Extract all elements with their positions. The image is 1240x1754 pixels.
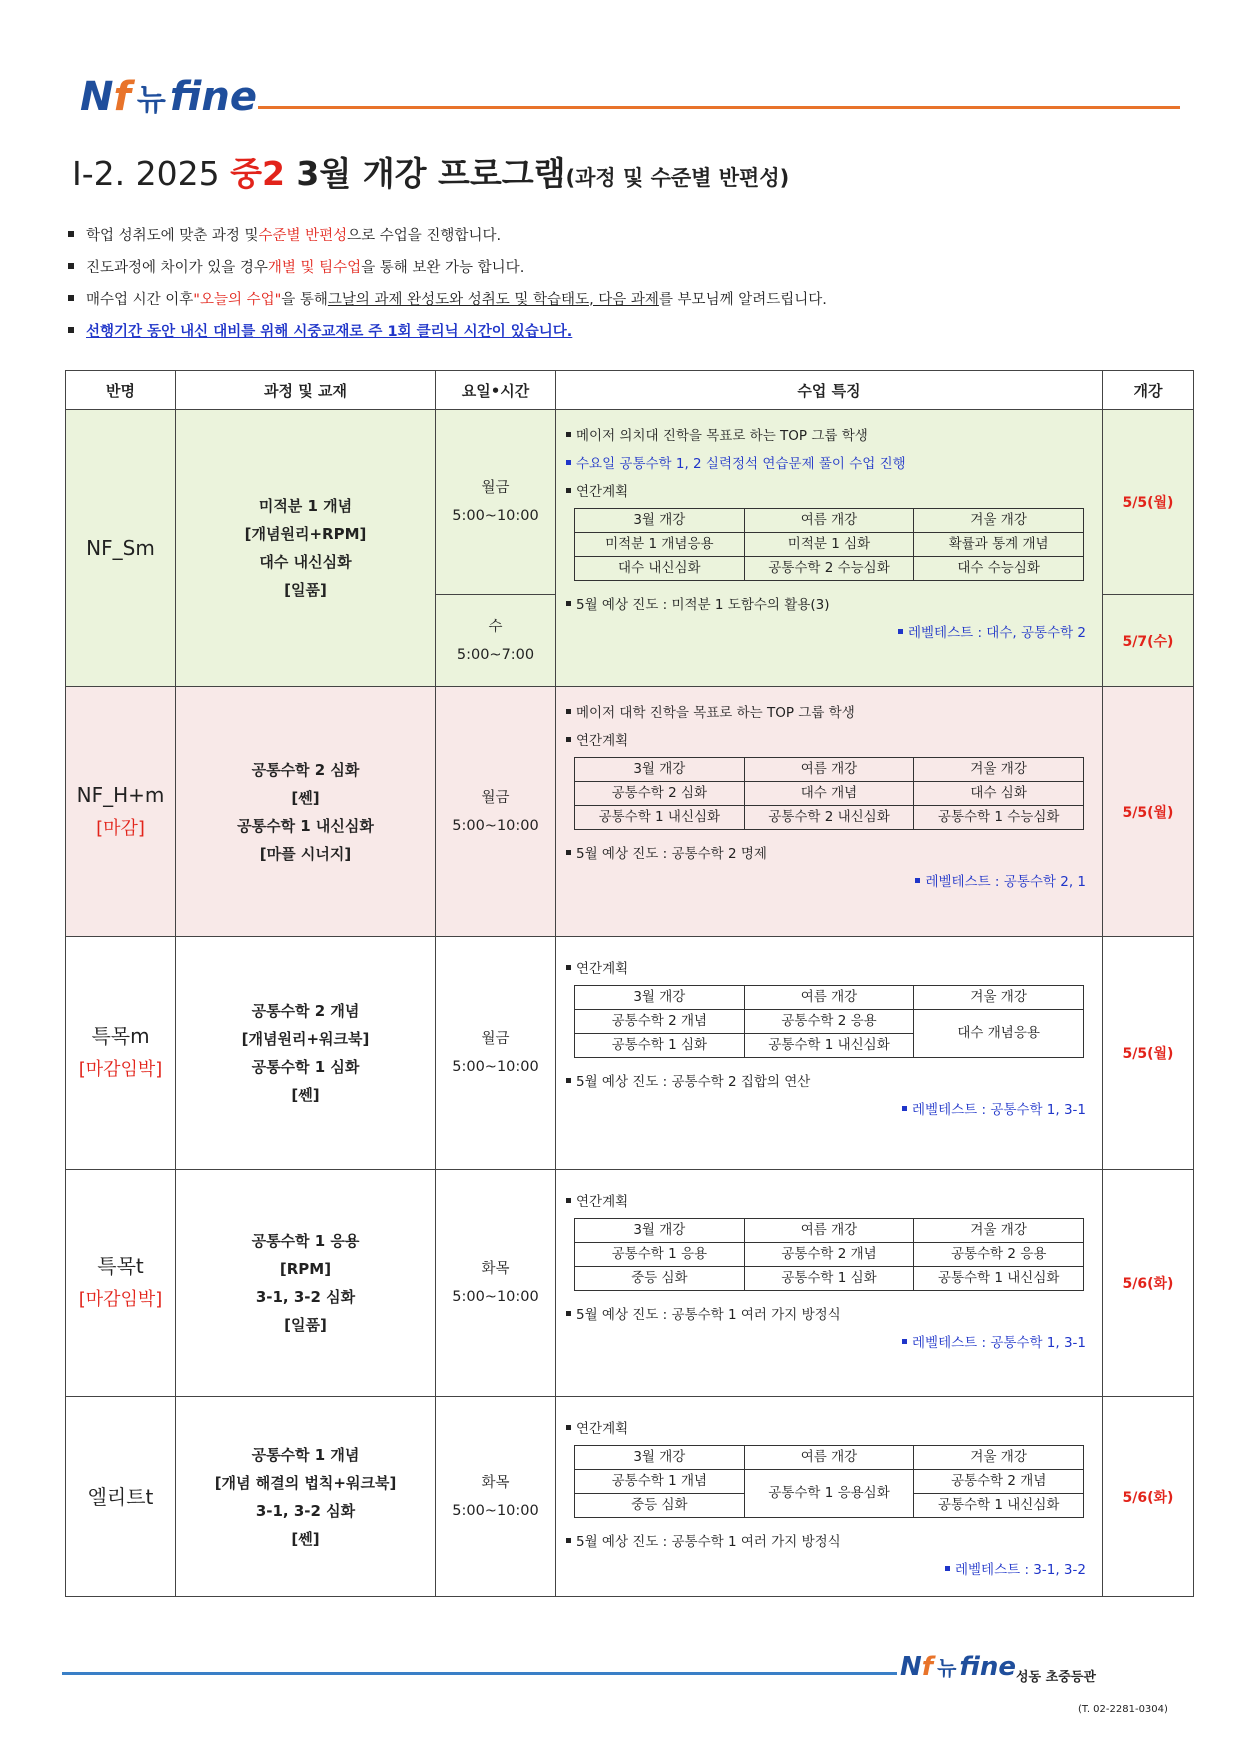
level-test-note: 레벨테스트 : 3-1, 3-2: [566, 1554, 1086, 1582]
brand-logo: Nf 뉴 fine: [80, 74, 257, 120]
table-row: [66, 687, 1194, 937]
notice-item: 매수업 시간 이후 "오늘의 수업" 을 통해 그날의 과제 완성도와 성취도 및 학습태도, 다음 과제 를 부모님께 알려드립니다.: [68, 282, 827, 314]
col-header-feature: 수업 특징: [556, 371, 1103, 410]
notice-list: [68, 218, 827, 346]
level-test-note: 레벨테스트 : 공통수학 1, 3-1: [566, 1094, 1086, 1122]
class-schedule-table: [65, 370, 1194, 1597]
footer-logo: Nf 뉴 fine: [900, 1652, 1017, 1682]
table-header-row: [66, 371, 1194, 410]
feature-item: 수요일 공통수학 1, 2 실력정석 연습문제 풀이 수업 진행: [566, 448, 1086, 476]
progress-note: 5월 예상 진도 : 미적분 1 도함수의 활용(3): [566, 589, 1086, 617]
level-test-note: 레벨테스트 : 공통수학 2, 1: [566, 866, 1086, 894]
annual-plan-table: 3월 개강 여름 개강 겨울 개강 공통수학 1 응용 공통수학 2 개념 공통수학 2 응용 중등 심화 공통수학 1 심화 공통수학 1 내신심화: [574, 1218, 1084, 1291]
table-row: [66, 1170, 1194, 1397]
table-row: [66, 1397, 1194, 1597]
progress-note: 5월 예상 진도 : 공통수학 2 명제: [566, 838, 1086, 866]
class-name: 특목m [마감임박]: [66, 937, 176, 1170]
col-header-class: 반명: [66, 371, 176, 410]
class-name: 특목t [마감임박]: [66, 1170, 176, 1397]
open-date: 5/5(월): [1103, 687, 1194, 937]
open-date: 5/7(수): [1103, 595, 1194, 687]
open-date: 5/5(월): [1103, 937, 1194, 1170]
header-divider: [258, 106, 1180, 109]
open-date: 5/5(월): [1103, 410, 1194, 595]
feature-cell: [556, 1170, 1103, 1397]
level-test-note: 레벨테스트 : 공통수학 1, 3-1: [566, 1327, 1086, 1355]
feature-cell: [556, 1397, 1103, 1597]
footer-divider: [62, 1672, 897, 1675]
notice-item: 선행기간 동안 내신 대비를 위해 시중교재로 주 1회 클리닉 시간이 있습니다.: [68, 314, 827, 346]
open-date: 5/6(화): [1103, 1397, 1194, 1597]
course-cell: 공통수학 1 개념 [개념 해결의 법칙+워크북] 3-1, 3-2 심화 [쎈]: [176, 1397, 436, 1597]
annual-plan-table: 3월 개강 여름 개강 겨울 개강 공통수학 2 개념 공통수학 2 응용 대수 개념응용 공통수학 1 심화 공통수학 1 내신심화: [574, 985, 1084, 1058]
phone-number: (T. 02-2281-0304): [1078, 1704, 1168, 1715]
page-title: Ⅰ-2. 2025 중2 3월 개강 프로그램(과정 및 수준별 반편성): [72, 154, 790, 193]
col-header-course: 과정 및 교재: [176, 371, 436, 410]
table-row: [66, 410, 1194, 595]
feature-item: 연간계획: [566, 476, 1086, 504]
course-cell: 공통수학 2 개념 [개념원리+워크북] 공통수학 1 심화 [쎈]: [176, 937, 436, 1170]
time-cell: 월금 5:00~10:00: [436, 687, 556, 937]
feature-item: 메이저 대학 진학을 목표로 하는 TOP 그룹 학생: [566, 697, 1086, 725]
course-cell: 미적분 1 개념 [개념원리+RPM] 대수 내신심화 [일품]: [176, 410, 436, 687]
time-cell: 월금 5:00~10:00: [436, 410, 556, 595]
annual-plan-table: 3월 개강 여름 개강 겨울 개강 미적분 1 개념응용 미적분 1 심화 확률과 통계 개념 대수 내신심화 공통수학 2 수능심화 대수 수능심화: [574, 508, 1084, 581]
progress-note: 5월 예상 진도 : 공통수학 1 여러 가지 방정식: [566, 1526, 1086, 1554]
time-cell: 화목 5:00~10:00: [436, 1170, 556, 1397]
table-row: [66, 937, 1194, 1170]
class-name: NF_Sm: [66, 410, 176, 687]
feature-cell: [556, 937, 1103, 1170]
feature-item: 메이저 의치대 진학을 목표로 하는 TOP 그룹 학생: [566, 420, 1086, 448]
annual-plan-table: 3월 개강 여름 개강 겨울 개강 공통수학 2 심화 대수 개념 대수 심화 공통수학 1 내신심화 공통수학 2 내신심화 공통수학 1 수능심화: [574, 757, 1084, 830]
logo-mark: Nf: [80, 74, 131, 120]
time-cell: 수 5:00~7:00: [436, 595, 556, 687]
notice-item: 학업 성취도에 맞춘 과정 및 수준별 반편성 으로 수업을 진행합니다.: [68, 218, 827, 250]
feature-cell: [556, 687, 1103, 937]
time-cell: 월금 5:00~10:00: [436, 937, 556, 1170]
progress-note: 5월 예상 진도 : 공통수학 1 여러 가지 방정식: [566, 1299, 1086, 1327]
class-name: 엘리트t: [66, 1397, 176, 1597]
open-date: 5/6(화): [1103, 1170, 1194, 1397]
time-cell: 화목 5:00~10:00: [436, 1397, 556, 1597]
annual-plan-table: 3월 개강 여름 개강 겨울 개강 공통수학 1 개념 공통수학 1 응용심화 공통수학 2 개념 중등 심화 공통수학 1 내신심화: [574, 1445, 1084, 1518]
course-cell: 공통수학 2 심화 [쎈] 공통수학 1 내신심화 [마플 시너지]: [176, 687, 436, 937]
feature-item: 연간계획: [566, 1186, 1086, 1214]
feature-item: 연간계획: [566, 953, 1086, 981]
course-cell: 공통수학 1 응용 [RPM] 3-1, 3-2 심화 [일품]: [176, 1170, 436, 1397]
feature-cell: [556, 410, 1103, 687]
col-header-open: 개강: [1103, 371, 1194, 410]
branch-name: 성동 초중등관: [1016, 1670, 1096, 1685]
notice-item: 진도과정에 차이가 있을 경우 개별 및 팀수업 을 통해 보완 가능 합니다.: [68, 250, 827, 282]
class-name: NF_H+m [마감]: [66, 687, 176, 937]
feature-item: 연간계획: [566, 1413, 1086, 1441]
feature-item: 연간계획: [566, 725, 1086, 753]
progress-note: 5월 예상 진도 : 공통수학 2 집합의 연산: [566, 1066, 1086, 1094]
col-header-time: 요일•시간: [436, 371, 556, 410]
level-test-note: 레벨테스트 : 대수, 공통수학 2: [566, 617, 1086, 645]
